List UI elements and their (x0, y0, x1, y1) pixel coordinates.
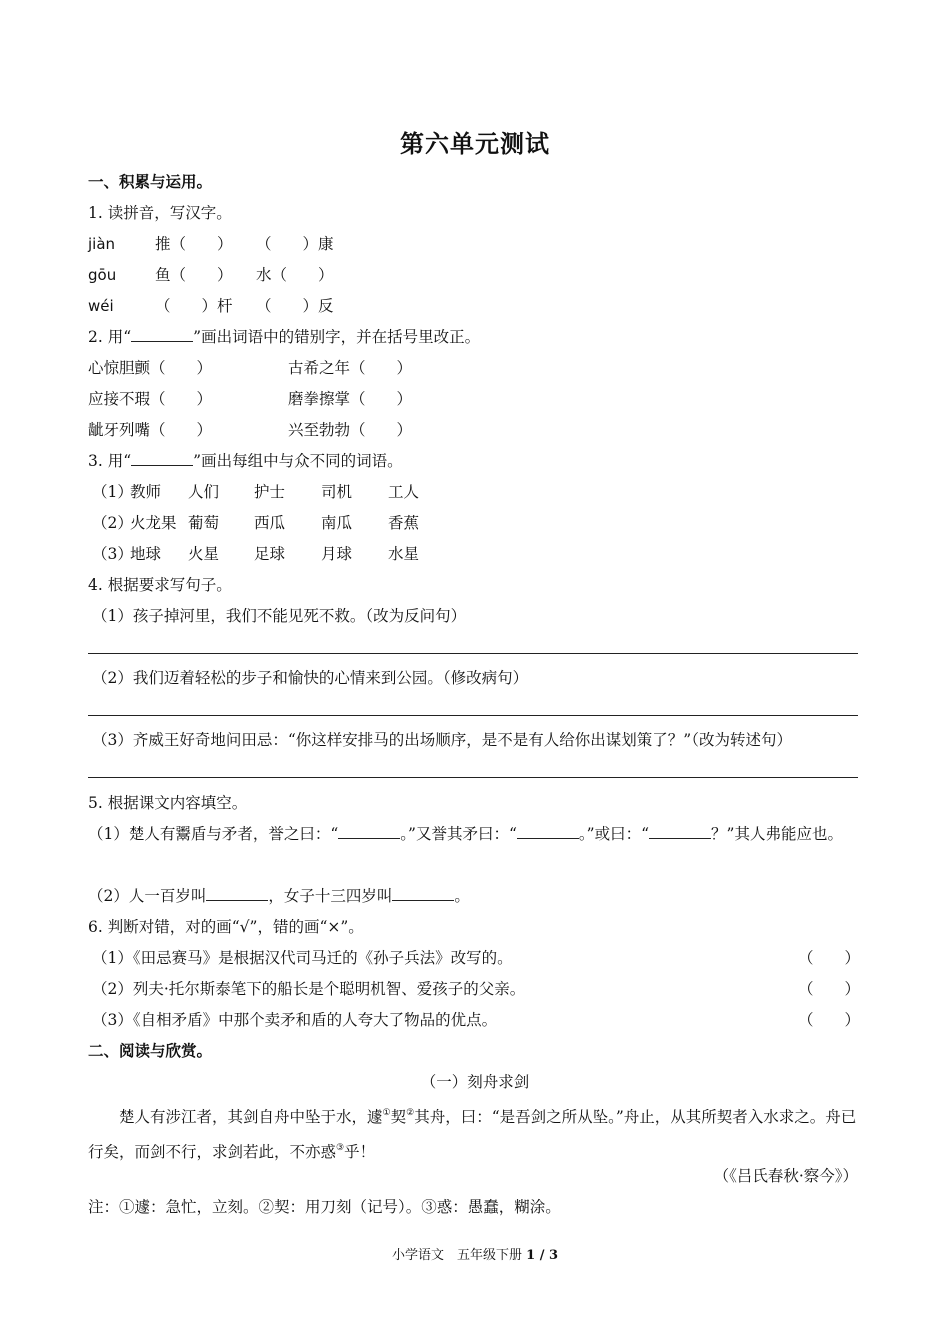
q1-blank-3a: （ ）杆 (155, 297, 233, 315)
q5-stem: 5. 根据课文内容填空。 (88, 794, 248, 812)
note-ref-2: ② (406, 1108, 415, 1118)
q5-p2-c: 。 (454, 887, 470, 905)
q3-group-1-word-4: 司机 (321, 483, 353, 501)
q1-stem: 1. 读拼音，写汉字。 (88, 204, 232, 222)
q1-blank-2a: 鱼（ ） (155, 266, 233, 284)
q2-item-2-left: 应接不瑕（ ） (88, 390, 213, 408)
q3-group-2-word-1: 火龙果 (130, 514, 177, 532)
q3-group-1-num: （1） (92, 483, 133, 501)
q4-sentence-2: （2）我们迈着轻松的步子和愉快的心情来到公园。（修改病句） (92, 669, 529, 687)
passage-title: （一）刻舟求剑 (420, 1073, 530, 1091)
q1-blank-1b: （ ）康 (256, 235, 334, 253)
passage-part-b: 契 (390, 1108, 407, 1126)
q5-p1-b: 。”又誉其矛曰：“ (400, 825, 517, 843)
passage-text (88, 1098, 864, 1168)
section-heading-1: 一、积累与运用。 (88, 172, 213, 191)
q3-group-1-word-2: 人们 (188, 483, 220, 501)
answer-line-2[interactable] (88, 715, 858, 716)
underline-sample (131, 327, 193, 342)
q3-group-1-word-3: 护士 (254, 483, 286, 501)
page-number: 1 / 3 (526, 1248, 559, 1263)
answer-line-1[interactable] (88, 653, 858, 654)
q3-group-1-word-5: 工人 (388, 483, 420, 501)
q1-pinyin-3: wéi (88, 297, 114, 315)
note-ref-3: ③ (336, 1143, 345, 1153)
fill-blank[interactable] (206, 886, 268, 901)
q6-answer-3[interactable]: （ ） (798, 1011, 861, 1029)
q3-group-3-word-5: 水星 (388, 545, 420, 563)
q6-answer-1[interactable]: （ ） (798, 949, 861, 967)
q5-part-1 (88, 819, 864, 850)
q5-p1-a: （1）楚人有鬻盾与矛者，誉之曰：“ (88, 825, 339, 843)
q3-group-3-word-4: 月球 (321, 545, 353, 563)
note-ref-1: ① (382, 1108, 391, 1118)
passage-notes: 注：①遽：急忙，立刻。②契：用刀刻（记号）。③惑：愚蠢，糊涂。 (88, 1198, 561, 1216)
q4-sentence-1: （1）孩子掉河里，我们不能见死不救。（改为反问句） (92, 607, 467, 625)
q4-sentence-3: （3）齐威王好奇地问田忌：“你这样安排马的出场顺序，是不是有人给你出谋划策了？”（改为转述句） (92, 731, 792, 749)
q2-stem-start: 2. 用“ (88, 328, 132, 346)
q2-stem (88, 327, 480, 347)
q3-group-2-word-2: 葡萄 (188, 514, 220, 532)
q1-pinyin-1: jiàn (88, 235, 116, 253)
q3-group-3-word-3: 足球 (254, 545, 286, 563)
q2-item-1-right: 古希之年（ ） (288, 359, 413, 377)
q3-stem-start: 3. 用“ (88, 452, 132, 470)
q6-stem: 6. 判断对错，对的画“√”，错的画“×”。 (88, 918, 364, 936)
q3-stem-end: ”画出每组中与众不同的词语。 (193, 452, 403, 470)
q5-p2-a: （2）人一百岁叫 (88, 887, 207, 905)
q5-p1-d: ？”其人弗能应也。 (711, 825, 843, 843)
fill-blank[interactable] (392, 886, 454, 901)
q3-group-2-num: （2） (92, 514, 133, 532)
q4-stem: 4. 根据要求写句子。 (88, 576, 232, 594)
q5-p1-c: 。”或曰：“ (578, 825, 650, 843)
passage-part-d: 乎！ (344, 1143, 376, 1161)
q1-blank-3b: （ ）反 (256, 297, 334, 315)
q3-group-3-word-2: 火星 (188, 545, 220, 563)
page-footer (0, 1244, 950, 1263)
q6-item-3: （3）《自相矛盾》中那个卖矛和盾的人夸大了物品的优点。 (92, 1011, 498, 1029)
fill-blank[interactable] (338, 824, 400, 839)
page-title: 第六单元测试 (400, 129, 550, 158)
q1-blank-2b: 水（ ） (256, 266, 334, 284)
q3-group-2-word-4: 南瓜 (321, 514, 353, 532)
fill-blank[interactable] (517, 824, 579, 839)
fill-blank[interactable] (649, 824, 711, 839)
q5-p2-b: ，女子十三四岁叫 (268, 887, 393, 905)
q3-group-2-word-3: 西瓜 (254, 514, 286, 532)
q2-item-3-left: 龇牙列嘴（ ） (88, 421, 213, 439)
q3-group-2-word-5: 香蕉 (388, 514, 420, 532)
q2-item-1-left: 心惊胆颤（ ） (88, 359, 213, 377)
q2-stem-end: ”画出词语中的错别字，并在括号里改正。 (193, 328, 481, 346)
q1-blank-1a: 推（ ） (155, 235, 233, 253)
footer-label: 小学语文 五年级下册 (391, 1248, 522, 1263)
q3-group-1-word-1: 教师 (130, 483, 162, 501)
underline-sample (131, 451, 193, 466)
passage-part-a: 楚人有涉江者，其剑自舟中坠于水，遽 (119, 1108, 383, 1126)
section-heading-2: 二、阅读与欣赏。 (88, 1041, 213, 1060)
q5-part-2 (88, 886, 470, 906)
q3-group-3-num: （3） (92, 545, 133, 563)
q2-item-3-right: 兴至勃勃（ ） (288, 421, 413, 439)
q6-answer-2[interactable]: （ ） (798, 980, 861, 998)
passage-part-c: 其舟，曰：“是吾剑之所从坠。”舟止，从其所契者入水求之。舟已行矣，而剑不行，求剑若此，不亦惑 (88, 1108, 857, 1161)
q2-item-2-right: 磨拳擦掌（ ） (288, 390, 413, 408)
passage-source: （《吕氏春秋·察今》） (713, 1167, 858, 1185)
q6-item-1: （1）《田忌赛马》是根据汉代司马迁的《孙子兵法》改写的。 (92, 949, 513, 967)
q3-group-3-word-1: 地球 (130, 545, 162, 563)
q1-pinyin-2: gōu (88, 266, 117, 284)
q3-stem (88, 451, 403, 471)
q6-item-2: （2）列夫·托尔斯泰笔下的船长是个聪明机智、爱孩子的父亲。 (92, 980, 526, 998)
answer-line-3[interactable] (88, 777, 858, 778)
